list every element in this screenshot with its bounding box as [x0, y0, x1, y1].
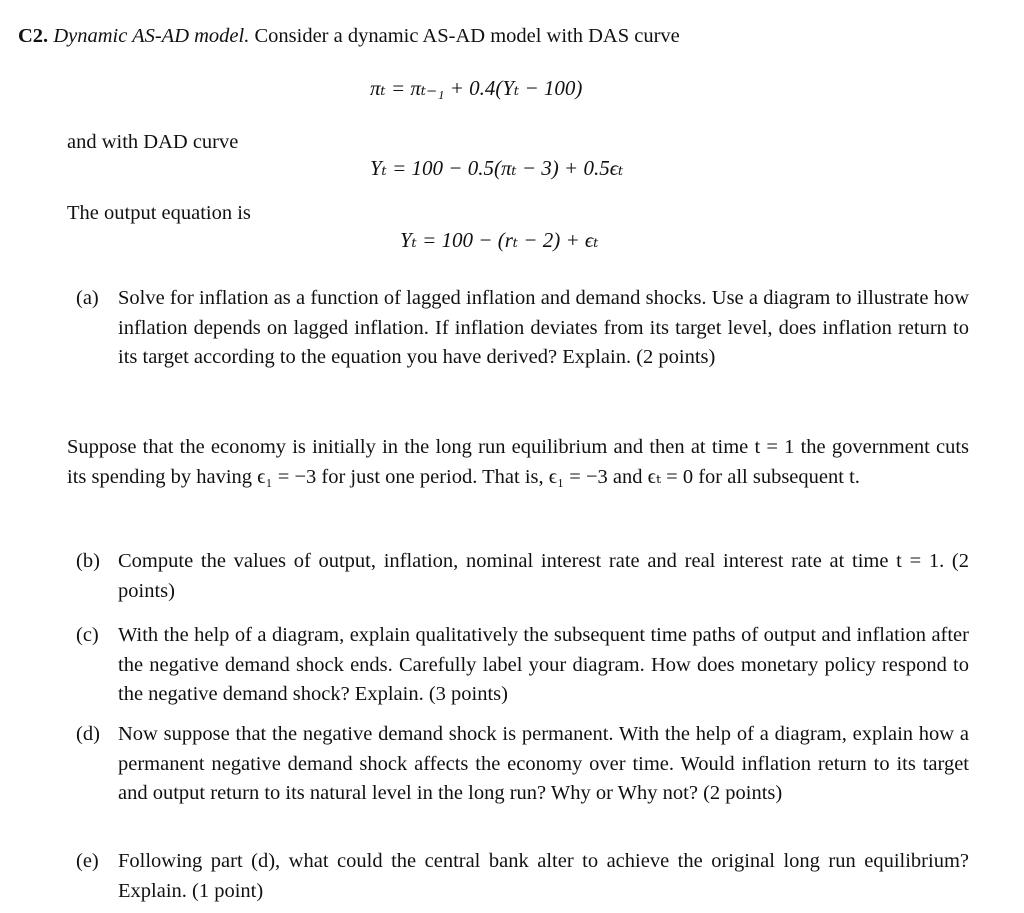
output-equation: Yₜ = 100 − (rₜ − 2) + ϵₜ [400, 228, 599, 252]
part-e-label: (e) [76, 850, 99, 872]
part-c [76, 621, 969, 710]
part-a-text: Solve for inflation as a function of lagged inflation and demand shocks. Use a diagram to illustrate how inflation depends on lagged inflation. If inflation deviates from its target level, does inflation return to its target according to the equation you have derived? Explain. (2 points) [118, 287, 969, 368]
part-b [76, 547, 969, 606]
part-d-label: (d) [76, 723, 100, 745]
part-b-label: (b) [76, 550, 100, 572]
part-c-label: (c) [76, 624, 99, 646]
question-title [18, 22, 978, 52]
dad-equation: Yₜ = 100 − 0.5(πₜ − 3) + 0.5ϵₜ [370, 156, 624, 180]
dad-intro: and with DAD curve [67, 131, 239, 153]
question-number: C2. [18, 25, 49, 47]
part-b-text: Compute the values of output, inflation, nominal interest rate and real interest rate at time t = 1. (2 points) [118, 550, 969, 602]
das-equation: πₜ = πₜ₋₁ + 0.4(Yₜ − 100) [370, 76, 583, 100]
part-a-label: (a) [76, 287, 99, 309]
question-topic: Dynamic AS-AD model. [53, 25, 250, 47]
part-a [76, 284, 969, 373]
part-d-text: Now suppose that the negative demand shock is permanent. With the help of a diagram, explain how a permanent negative demand shock affects the economy over time. Would inflation return to its target and output return to its natural level in the long run? Why or Why not? (2 points) [118, 723, 969, 804]
question-intro: Consider a dynamic AS-AD model with DAS curve [254, 25, 680, 47]
part-e-text: Following part (d), what could the central bank alter to achieve the original long run equilibrium? Explain. (1 point) [118, 850, 969, 902]
part-d [76, 720, 969, 809]
part-e [76, 847, 969, 906]
part-c-text: With the help of a diagram, explain qualitatively the subsequent time paths of output and inflation after the negative demand shock ends. Carefully label your diagram. How does monetary policy respond to the negative demand shock? Explain. (3 points) [118, 624, 969, 705]
output-intro: The output equation is [67, 202, 251, 224]
scenario-paragraph: Suppose that the economy is initially in the long run equilibrium and then at time t = 1 the government cuts its spending by having ϵ₁ = −3 for just one period. That is, ϵ₁ = −3 and ϵₜ = 0 for all subsequent t. [67, 436, 969, 488]
